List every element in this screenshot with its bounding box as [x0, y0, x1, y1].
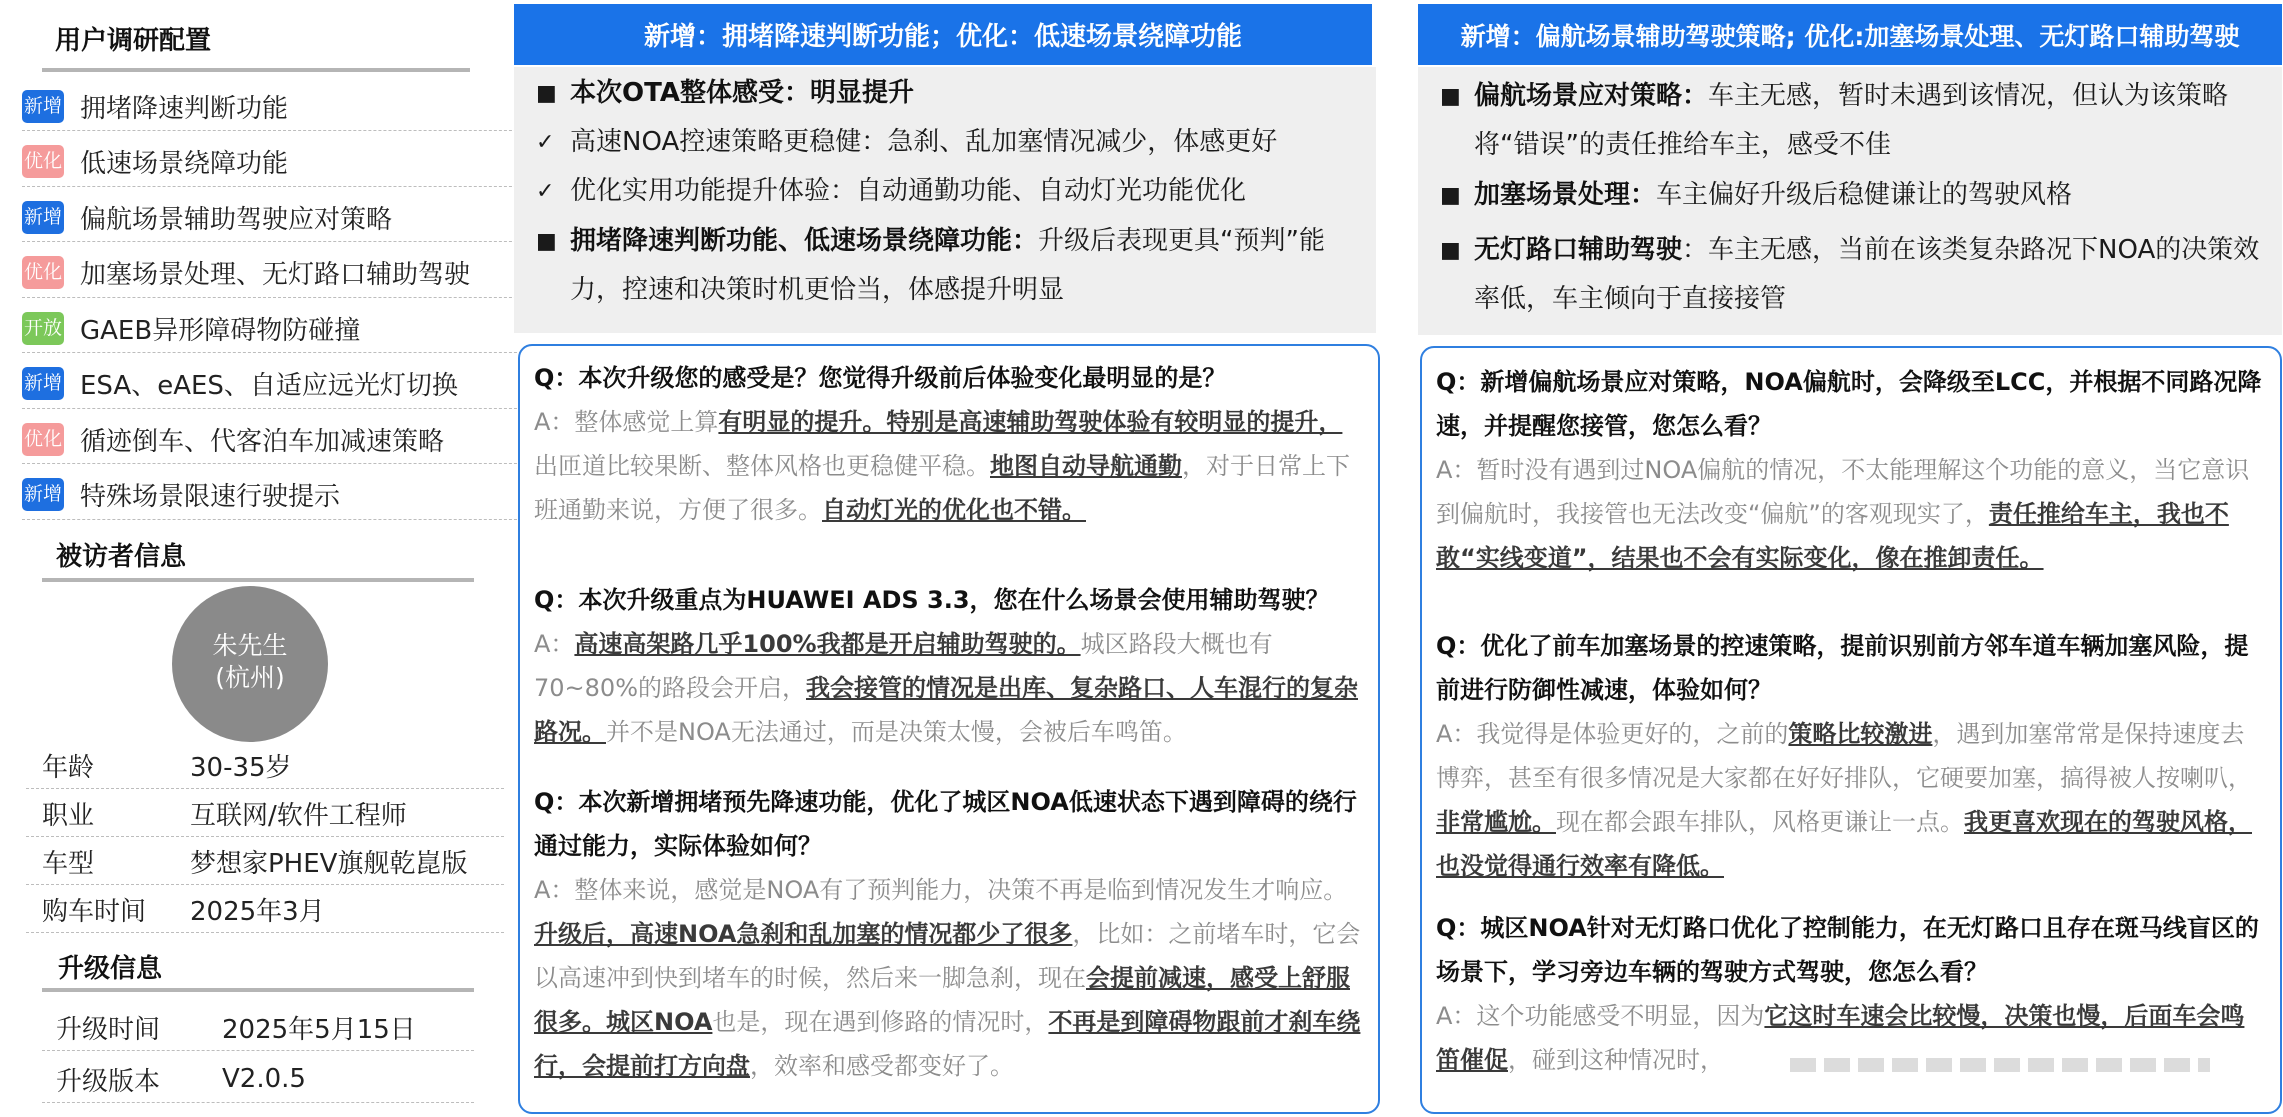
answer-text	[534, 400, 1366, 532]
square-bullet-icon: ■	[1440, 183, 1461, 208]
feature-label: ESA、eAES、自适应远光灯切换	[80, 371, 458, 401]
summary-text	[536, 69, 1354, 118]
info-row	[26, 837, 504, 885]
summary-bold: 加塞场景处理：	[1474, 180, 1657, 210]
answer-segment: 现在都会跟车排队，风格更谦让一点。	[1556, 808, 1964, 836]
question-text: Q：新增偏航场景应对策略，NOA偏航时，会降级至LCC，并根据不同路况降速，并提醒您接管，您怎么看？	[1436, 368, 2262, 440]
answer-segment: ，对于日常上下班通勤来说，方便了很多。	[534, 452, 1350, 524]
answer-highlight: 责任推给车主，我也不敢“实线变道”，结果也不会有实际变化，像在推卸责任。	[1436, 500, 2229, 572]
section-divider	[42, 578, 474, 582]
summary-bold: 本次OTA整体感受：明显提升	[570, 78, 914, 108]
feature-label: 拥堵降速判断功能	[80, 93, 289, 124]
answer-text	[1436, 712, 2268, 888]
question-text: Q：本次升级您的感受是？您觉得升级前后体验变化最明显的是？	[534, 364, 1227, 392]
question-text: Q：城区NOA针对无灯路口优化了控制能力，在无灯路口且存在斑马线盲区的场景下，学习旁边车辆的驾驶方式驾驶，您怎么看？	[1436, 914, 2259, 986]
feature-item	[22, 248, 527, 298]
answer-segment: ，碰到这种情况时，	[1508, 1046, 1724, 1074]
summary-text	[536, 217, 1354, 315]
feature-tag-badge: 优化	[22, 256, 64, 289]
answer-highlight: 它这时车速会比较慢，决策也慢，后面车会鸣笛催促	[1436, 1002, 2245, 1074]
summary-text	[1440, 72, 2260, 170]
upgrade-title: 升级信息	[58, 954, 163, 984]
answer-segment: A：	[534, 630, 575, 658]
summary-box	[514, 67, 1376, 333]
summary-item	[1440, 226, 2260, 324]
answer-segment: 也是，现在遇到修路的情况时，	[712, 1008, 1049, 1036]
answer-highlight: 自动灯光的优化也不错。	[822, 496, 1086, 524]
answer-highlight: 地图自动导航通勤	[990, 452, 1182, 480]
answer-text	[534, 622, 1366, 754]
summary-body: 升级后表现更具“预判”能力，控速和决策时机更恰当，体感提升明显	[570, 226, 1325, 305]
info-value: V2.0.5	[222, 1064, 306, 1094]
summary-bold: 偏航场景应对策略：	[1474, 81, 1709, 111]
info-key: 年龄	[42, 752, 95, 783]
avatar-city: (杭州)	[215, 663, 285, 692]
config-title: 用户调研配置	[55, 26, 212, 56]
info-value: 互联网/软件工程师	[190, 800, 407, 831]
info-row	[26, 885, 504, 933]
square-bullet-icon: ■	[536, 229, 557, 254]
feature-item	[22, 414, 527, 464]
info-value: 2025年5月15日	[222, 1014, 416, 1045]
answer-text	[1436, 448, 2268, 580]
feature-label: 特殊场景限速行驶提示	[80, 482, 341, 512]
square-bullet-icon: ■	[1440, 238, 1461, 263]
feature-item	[22, 81, 527, 131]
answer-segment: ，比如：之前堵车时，它会以高速冲到快到堵车的时候，然后来一脚急刹，现在	[534, 920, 1361, 992]
answer-highlight: 升级后，高速NOA急刹和乱加塞的情况都少了很多	[534, 920, 1073, 948]
answer-highlight: 有明显的提升。特别是高速辅助驾驶体验有较明显的提升，	[718, 408, 1343, 436]
qa-item	[1436, 360, 2268, 580]
info-key: 职业	[42, 800, 95, 831]
interviewee-title: 被访者信息	[56, 542, 187, 572]
feature-item	[22, 470, 527, 520]
summary-bold: 拥堵降速判断功能、低速场景绕障功能：	[570, 226, 1039, 256]
summary-body: 车主偏好升级后稳健谦让的驾驶风格	[1656, 180, 2073, 210]
summary-item	[536, 69, 1354, 118]
answer-segment: 出匝道比较果断、整体风格也更稳健平稳。	[534, 452, 990, 480]
check-icon: ✓	[536, 130, 555, 155]
summary-body: 优化实用功能提升体验：自动通勤功能、自动灯光功能优化	[570, 176, 1247, 206]
feature-tag-badge: 新增	[22, 201, 64, 234]
avatar-name: 朱先生	[212, 631, 288, 660]
info-value: 梦想家PHEV旗舰乾崑版	[190, 848, 468, 879]
section-divider	[42, 68, 470, 72]
summary-body: ：车主无感，当前在该类复杂路况下NOA的决策效率低，车主倾向于直接接管	[1474, 235, 2260, 314]
feature-label: 低速场景绕障功能	[80, 149, 289, 179]
check-icon: ✓	[536, 179, 555, 204]
feature-label: 加塞场景处理、无灯路口辅助驾驶	[80, 260, 471, 290]
summary-item	[536, 217, 1354, 315]
answer-highlight: 不再是到障碍物跟前才刹车绕行，会提前打方向盘	[534, 1008, 1361, 1080]
feature-tag-badge: 新增	[22, 367, 64, 400]
summary-box	[1418, 67, 2282, 335]
feature-tag-badge: 优化	[22, 423, 64, 456]
summary-text	[536, 167, 1354, 216]
info-row	[26, 789, 504, 837]
summary-text	[1440, 226, 2260, 324]
answer-highlight: 我会接管的情况是出库、复杂路口、人车混行的复杂路况。	[534, 674, 1358, 746]
feature-label: 循迹倒车、代客泊车加减速策略	[80, 426, 445, 457]
info-key: 升级时间	[56, 1014, 161, 1045]
answer-segment: A：整体来说，感觉是NOA有了预判能力，决策不再是临到情况发生才响应。	[534, 876, 1348, 904]
answer-segment: 并不是NOA无法通过，而是决策太慢，会被后车鸣笛。	[606, 718, 1187, 746]
feature-tag-badge: 新增	[22, 478, 64, 511]
summary-item	[536, 118, 1354, 167]
answer-highlight: 高速高架路几乎100%我都是开启辅助驾驶的。	[574, 630, 1081, 658]
info-row	[26, 741, 504, 789]
summary-text	[536, 118, 1354, 167]
feature-item	[22, 192, 527, 242]
summary-item	[1440, 171, 2260, 220]
answer-segment: ，效率和感受都变好了。	[750, 1052, 1014, 1080]
square-bullet-icon: ■	[1440, 84, 1461, 109]
feature-item	[22, 137, 527, 187]
info-value: 2025年3月	[190, 896, 325, 927]
summary-text	[1440, 171, 2260, 220]
section-divider	[42, 988, 474, 992]
question-text: Q：本次新增拥堵预先降速功能，优化了城区NOA低速状态下遇到障碍的绕行通过能力，实际体验如何？	[534, 788, 1357, 860]
answer-segment: A：暂时没有遇到过NOA偏航的情况，不太能理解这个功能的意义，当它意识到偏航时，我接管也无法改变“偏航”的客观现实了，	[1436, 456, 2250, 528]
answer-highlight: 会提前减速，感受上舒服很多。城区NOA	[534, 964, 1350, 1036]
answer-segment: A：整体感觉上算	[534, 408, 719, 436]
answer-highlight: 我更喜欢现在的驾驶风格，也没觉得通行效率有降低。	[1436, 808, 2252, 880]
watermark-overlay	[1760, 1040, 2260, 1090]
square-bullet-icon: ■	[536, 81, 557, 106]
upgrade-row	[42, 1003, 474, 1051]
info-key: 升级版本	[56, 1066, 161, 1097]
info-key: 车型	[42, 848, 95, 879]
qa-item	[534, 578, 1366, 754]
summary-bold: 无灯路口辅助驾驶	[1474, 235, 1683, 265]
qa-item	[534, 780, 1366, 1088]
info-key: 购车时间	[42, 896, 147, 927]
qa-item	[534, 356, 1366, 532]
qa-box	[518, 344, 1380, 1114]
feature-item	[22, 359, 527, 409]
summary-item	[1440, 72, 2260, 170]
answer-segment: A：我觉得是体验更好的，之前的	[1436, 720, 1789, 748]
upgrade-row	[42, 1055, 474, 1103]
qa-item	[1436, 624, 2268, 888]
panel-banner: 新增：拥堵降速判断功能；优化：低速场景绕障功能	[514, 4, 1372, 65]
question-text: Q：本次升级重点为HUAWEI ADS 3.3，您在什么场景会使用辅助驾驶？	[534, 586, 1330, 614]
feature-tag-badge: 新增	[22, 90, 64, 123]
info-value: 30-35岁	[190, 752, 292, 783]
summary-body: 车主无感，暂时未遇到该情况，但认为该策略将“错误”的责任推给车主，感受不佳	[1474, 81, 2229, 160]
feature-item	[22, 303, 527, 353]
panel-banner: 新增：偏航场景辅助驾驶策略; 优化:加塞场景处理、无灯路口辅助驾驶	[1418, 4, 2282, 65]
answer-highlight: 策略比较激进	[1788, 720, 1933, 748]
answer-segment: ，遇到加塞常常是保持速度去博弈，甚至有很多情况是大家都在好好排队，它硬要加塞，搞得被人按喇叭，	[1436, 720, 2252, 792]
answer-text	[534, 868, 1366, 1088]
answer-segment: 城区路段大概也有70~80%的路段会开启，	[534, 630, 1273, 702]
feature-tag-badge: 开放	[22, 312, 64, 345]
summary-item	[536, 167, 1354, 216]
avatar	[172, 586, 328, 742]
answer-segment: A：这个功能感受不明显，因为	[1436, 1002, 1765, 1030]
feature-label: 偏航场景辅助驾驶应对策略	[80, 204, 393, 235]
left-sidebar	[0, 0, 520, 1117]
qa-box	[1420, 346, 2282, 1114]
feature-tag-badge: 优化	[22, 145, 64, 178]
answer-highlight: 非常尴尬。	[1436, 808, 1556, 836]
question-text: Q：优化了前车加塞场景的控速策略，提前识别前方邻车道车辆加塞风险，提前进行防御性减速，体验如何？	[1436, 632, 2249, 704]
summary-body: 高速NOA控速策略更稳健：急刹、乱加塞情况减少，体感更好	[570, 127, 1278, 157]
feature-label: GAEB异形障碍物防碰撞	[80, 315, 361, 346]
